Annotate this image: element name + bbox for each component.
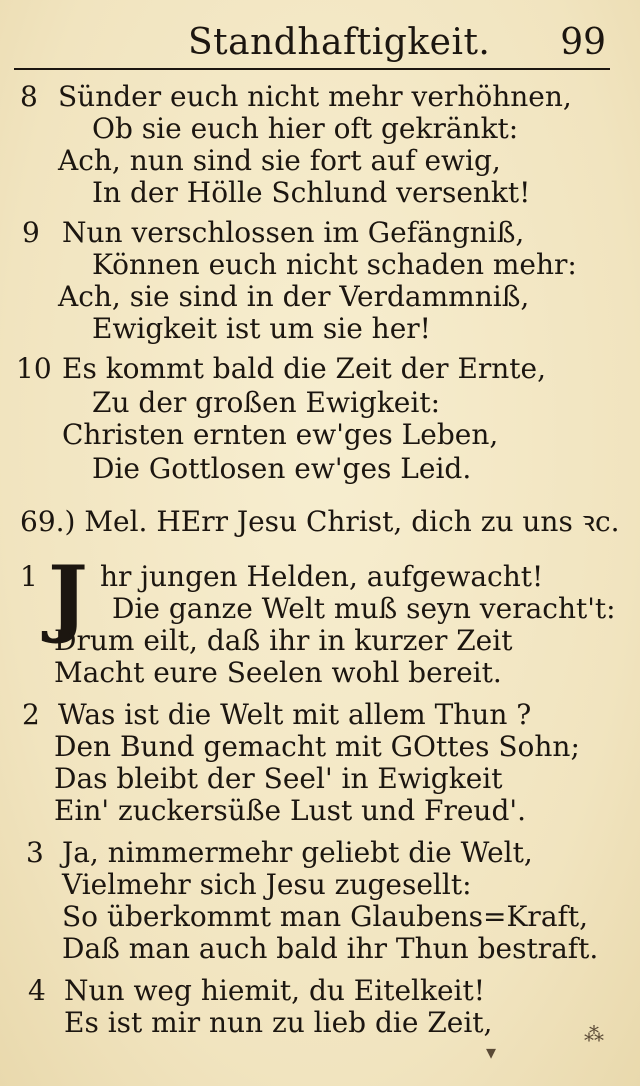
drop-cap: J (48, 547, 88, 646)
stanza-number: 2 (22, 698, 40, 731)
verse-line: Drum eilt, daß ihr in kurzer Zeit (54, 624, 513, 657)
stanza-number: 8 (20, 80, 38, 113)
verse-line: Daß man auch bald ihr Thun bestraft. (62, 932, 599, 965)
verse-line: Den Bund gemacht mit GOttes Sohn; (54, 730, 580, 763)
page-header (0, 0, 640, 72)
verse-line: Ob sie euch hier oft gekränkt: (92, 112, 519, 145)
verse-line: Christen ernten ew'ges Leben, (62, 418, 499, 451)
verse-line: Ewigkeit ist um sie her! (92, 312, 431, 345)
verse-line: Nun verschlossen im Gefängniß, (62, 216, 525, 249)
verse-line: Ein' zuckersüße Lust und Freud'. (54, 794, 526, 827)
stanza-number: 4 (28, 974, 46, 1007)
verse-line: Es kommt bald die Zeit der Ernte, (62, 352, 547, 385)
verse-line: Die ganze Welt muß seyn veracht't: (112, 592, 616, 625)
stanza-number: 9 (22, 216, 40, 249)
verse-line: Ach, nun sind sie fort auf ewig, (58, 144, 501, 177)
verse-line: In der Hölle Schlund versenkt! (92, 176, 531, 209)
verse-line: Es ist mir nun zu lieb die Zeit, (64, 1006, 493, 1039)
page-number: 99 (560, 22, 606, 63)
verse-line: Ja, nimmermehr geliebt die Welt, (62, 836, 533, 869)
printers-mark: ▾ (486, 1040, 497, 1064)
header-rule (14, 68, 610, 70)
running-title: Standhaftigkeit. (188, 22, 491, 63)
stanza-number: 1 (20, 560, 38, 593)
verse-line: Was ist die Welt mit allem Thun ? (58, 698, 532, 731)
verse-line: hr jungen Helden, aufgewacht! (100, 560, 544, 593)
hymn-heading: 69.) Mel. HErr Jesu Christ, dich zu uns ꝛc. (20, 505, 620, 538)
stanza-number: 10 (16, 352, 52, 385)
stanza-number: 3 (26, 836, 44, 869)
verse-line: Sünder euch nicht mehr verhöhnen, (58, 80, 572, 113)
verse-line: Macht eure Seelen wohl bereit. (54, 656, 502, 689)
verse-line: Vielmehr sich Jesu zugesellt: (62, 868, 472, 901)
verse-line: Zu der großen Ewigkeit: (92, 386, 441, 419)
verse-line: Nun weg hiemit, du Eitelkeit! (64, 974, 485, 1007)
verse-line: Das bleibt der Seel' in Ewigkeit (54, 762, 503, 795)
verse-line: So überkommt man Glaubens=Kraft, (62, 900, 589, 933)
verse-line: Die Gottlosen ew'ges Leid. (92, 452, 472, 485)
ink-blot: ⁂ (584, 1022, 604, 1046)
verse-line: Können euch nicht schaden mehr: (92, 248, 577, 281)
verse-line: Ach, sie sind in der Verdammniß, (58, 280, 530, 313)
